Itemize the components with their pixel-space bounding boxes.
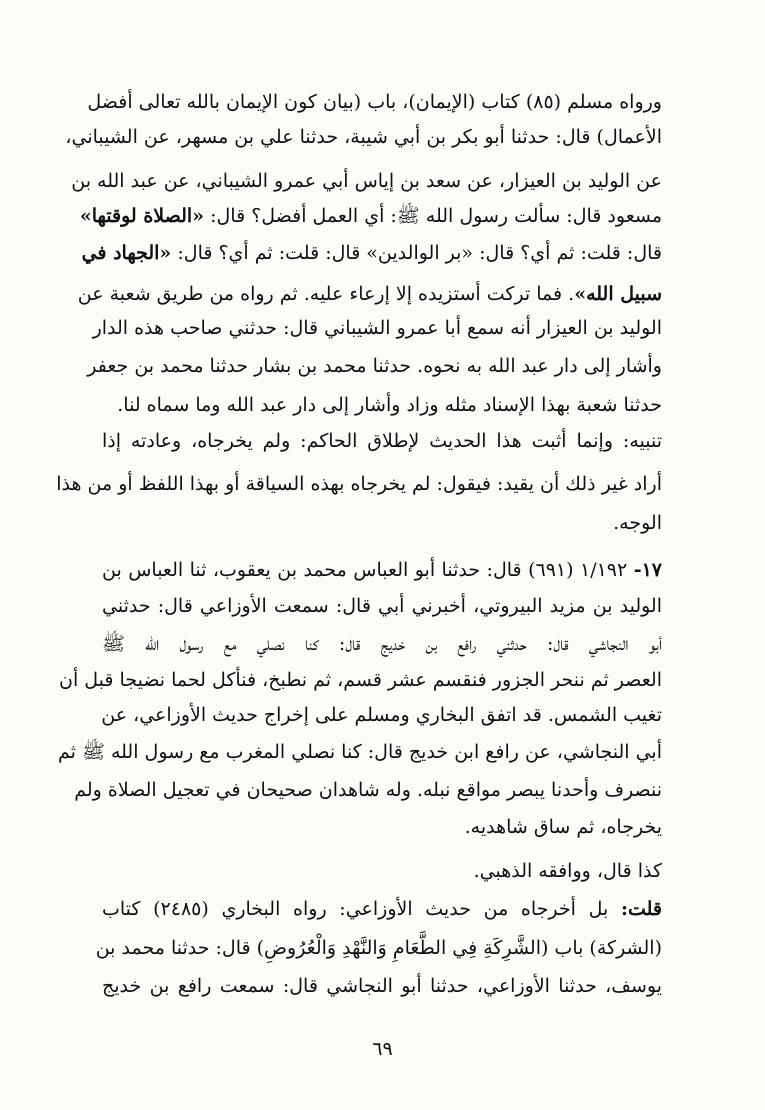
bold-text: ١٧- xyxy=(633,559,663,581)
line-text: يوسف، حدثنا الأوزاعي، حدثنا أبو النجاشي قال: سمعت رافع بن خديج xyxy=(102,975,662,997)
text-line xyxy=(71,163,662,199)
line-text: أراد غير ذلك أن يقيد: فيقول: لم يخرجاه بهذه السياقة أو بهذا اللفظ أو من هذا xyxy=(56,473,662,495)
line-text: العصر ثم ننحر الجزور فنقسم عشر قسم، ثم نطبخ، فنأكل لحما نضيجا قبل أن xyxy=(59,669,662,691)
line-text: تنبيه: وإنما أثبت هذا الحديث لإطلاق الحاكم: ولم يخرجاه، وعادته إذا xyxy=(102,430,662,452)
text-line xyxy=(65,119,662,155)
text-line xyxy=(56,466,662,502)
line-text: الأعمال) قال: حدثنا أبو بكر بن أبي شيبة، حدثنا علي بن مسهر، عن الشيباني، xyxy=(65,126,662,148)
line-text: ننصرف وأحدنا يبصر مواقع نبله. وله شاهدان صحيحان في تعجيل الصلاة ولم xyxy=(74,779,662,801)
text-line xyxy=(92,310,662,346)
bold-text: سبيل الله» xyxy=(574,283,662,305)
text-line xyxy=(59,662,662,698)
line-text: . فما تركت أستزيده إلا إرعاء عليه. ثم رواه من طريق شعبة عن xyxy=(77,283,575,305)
line-text: الوليد بن مزيد البيروتي، أخبرني أبي قال: سمعت الأوزاعي قال: حدثني xyxy=(102,595,662,617)
text-line xyxy=(87,84,662,120)
line-text: أبي النجاشي، عن رافع ابن خديج قال: كنا نصلي المغرب مع رسول الله ﷺ ثم xyxy=(57,741,662,763)
text-line xyxy=(102,891,662,927)
text-line xyxy=(102,968,662,1004)
line-text: بل أخرجاه من حديث الأوزاعي: رواه البخاري (٢٤٨٥) كتاب xyxy=(102,898,621,920)
text-line xyxy=(102,552,662,588)
text-line xyxy=(102,505,662,541)
line-text: (الشركة) باب (الشَّرِكَةِ فِي الطَّعَامِ وَالنَّهْدِ وَالْعُرُوضِ) قال: حدثنا محمد بن xyxy=(95,937,662,959)
text-line xyxy=(77,276,662,312)
line-text: تغيب الشمس. قد اتفق البخاري ومسلم على إخراج حديث الأوزاعي، عن xyxy=(101,704,662,726)
bold-text: «الصلاة لوقتها» xyxy=(79,205,205,227)
text-line xyxy=(102,423,662,459)
text-line xyxy=(102,853,662,889)
page-number: ٦٩ xyxy=(372,1038,393,1060)
line-text: مسعود قال: سألت رسول الله ﷺ: أي العمل أفضل؟ قال: xyxy=(210,205,662,227)
text-line xyxy=(87,348,662,384)
line-text: كذا قال، ووافقه الذهبي. xyxy=(473,860,662,882)
text-line xyxy=(102,588,662,624)
text-line xyxy=(57,734,662,770)
line-text: يخرجاه، ثم ساق شاهديه. xyxy=(464,816,662,838)
text-line xyxy=(95,930,662,966)
text-line xyxy=(102,387,662,423)
bold-text: «الجهاد في xyxy=(81,242,172,264)
line-text: وأشار إلى دار عبد الله به نحوه. حدثنا محمد بن بشار حدثنا محمد بن جعفر xyxy=(87,355,662,377)
text-line xyxy=(74,772,662,808)
text-line xyxy=(102,626,662,662)
bold-text: قلت: xyxy=(620,898,662,920)
line-text: الوجه. xyxy=(613,512,662,534)
text-line xyxy=(81,235,662,271)
line-text: ورواه مسلم (٨٥) كتاب (الإيمان)، باب (بيان كون الإيمان بالله تعالى أفضل xyxy=(87,91,662,113)
line-text: الوليد بن العيزار أنه سمع أبا عمرو الشيباني قال: حدثني صاحب هذه الدار xyxy=(92,317,662,339)
text-line xyxy=(79,198,662,234)
line-text: عن الوليد بن العيزار، عن سعد بن إياس أبي عمرو الشيباني، عن عبد الله بن xyxy=(71,170,662,192)
text-line xyxy=(102,809,662,845)
line-text: قال: قلت: ثم أي؟ قال: «بر الوالدين» قال: قلت: ثم أي؟ قال: xyxy=(177,242,662,264)
line-text: أبو النجاشي قال: حدثني رافع بن خديج قال: كنا نصلي مع رسول الله ﷺ xyxy=(102,633,662,655)
text-line xyxy=(102,697,662,733)
line-text: ١/١٩٢ (٦٩١) قال: حدثنا أبو العباس محمد بن يعقوب، ثنا العباس بن xyxy=(102,559,634,581)
line-text: حدثنا شعبة بهذا الإسناد مثله وزاد وأشار إلى دار عبد الله وما سماه لنا. xyxy=(117,394,662,416)
